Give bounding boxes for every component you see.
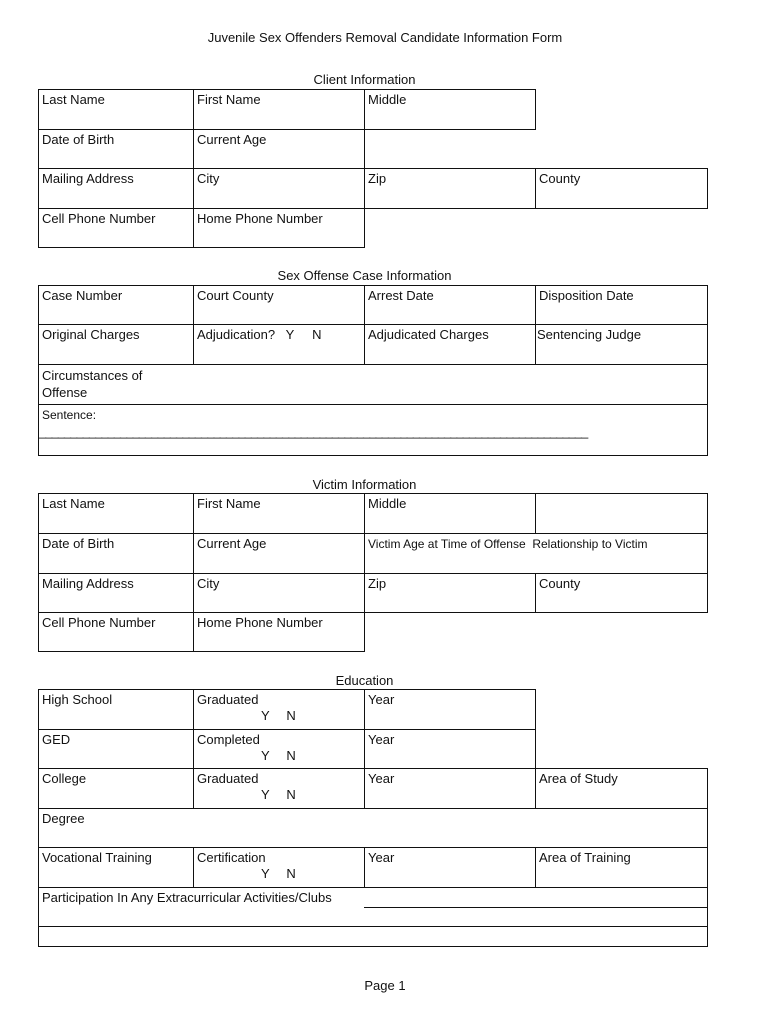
victim-current-age-field[interactable]: Current Age xyxy=(193,533,365,574)
certification-yn: Y N xyxy=(261,866,297,881)
graduated-yn: Y N xyxy=(261,708,297,723)
page-number: Page 1 xyxy=(364,978,406,993)
adjudication-field[interactable]: Adjudication? Y N xyxy=(193,324,365,365)
ged-field[interactable]: GED xyxy=(38,729,194,769)
sentence-underline: ________________________________________________________________________________________ xyxy=(39,424,588,439)
victim-cell-phone-field[interactable]: Cell Phone Number xyxy=(38,612,194,652)
form-title: Juvenile Sex Offenders Removal Candidate Information Form xyxy=(207,30,563,45)
court-county-field[interactable]: Court County xyxy=(193,285,365,325)
extracurricular-label: Participation In Any Extracurricular Activities/Clubs xyxy=(42,890,332,905)
education-section-title: Education xyxy=(335,673,394,688)
victim-age-at-offense-label: Victim Age at Time of Offense xyxy=(368,537,526,551)
client-section-title: Client Information xyxy=(313,72,416,87)
arrest-date-field[interactable]: Arrest Date xyxy=(364,285,536,325)
client-home-phone-field[interactable]: Home Phone Number xyxy=(193,208,365,248)
disposition-date-field[interactable]: Disposition Date xyxy=(535,285,708,325)
completed-yn: Y N xyxy=(261,748,297,763)
extracurricular-line-1 xyxy=(364,907,708,908)
victim-zip-field[interactable]: Zip xyxy=(364,573,536,613)
graduated-label: Graduated xyxy=(197,692,259,707)
victim-middle-field[interactable]: Middle xyxy=(364,493,536,534)
client-zip-field[interactable]: Zip xyxy=(364,168,536,209)
victim-mailing-address-field[interactable]: Mailing Address xyxy=(38,573,194,613)
high-school-field[interactable]: High School xyxy=(38,689,194,730)
victim-section-title: Victim Information xyxy=(312,477,417,492)
high-school-year-field[interactable]: Year xyxy=(364,689,536,730)
sentencing-judge-field[interactable]: Sentencing Judge xyxy=(535,324,708,365)
victim-first-name-field[interactable]: First Name xyxy=(193,493,365,534)
case-section-title: Sex Offense Case Information xyxy=(277,268,452,283)
client-dob-field[interactable]: Date of Birth xyxy=(38,129,194,169)
area-of-training-field[interactable]: Area of Training xyxy=(535,847,708,888)
sentence-box[interactable] xyxy=(38,404,708,456)
college-graduated-field[interactable] xyxy=(193,768,365,809)
vocational-year-field[interactable]: Year xyxy=(364,847,536,888)
client-mailing-address-field[interactable]: Mailing Address xyxy=(38,168,194,209)
client-first-name-field[interactable]: First Name xyxy=(193,89,365,130)
victim-dob-field[interactable]: Date of Birth xyxy=(38,533,194,574)
high-school-graduated-field[interactable] xyxy=(193,689,365,730)
completed-label: Completed xyxy=(197,732,260,747)
original-charges-field[interactable]: Original Charges xyxy=(38,324,194,365)
victim-extra-field[interactable] xyxy=(535,493,708,534)
extracurricular-box[interactable] xyxy=(38,887,708,947)
victim-home-phone-field[interactable]: Home Phone Number xyxy=(193,612,365,652)
victim-last-name-field[interactable]: Last Name xyxy=(38,493,194,534)
case-number-field[interactable]: Case Number xyxy=(38,285,194,325)
ged-completed-field[interactable] xyxy=(193,729,365,769)
ged-year-field[interactable]: Year xyxy=(364,729,536,769)
area-of-study-field[interactable]: Area of Study xyxy=(535,768,708,809)
college-year-field[interactable]: Year xyxy=(364,768,536,809)
client-last-name-field[interactable]: Last Name xyxy=(38,89,194,130)
circumstances-field[interactable]: Circumstances of Offense xyxy=(38,364,708,405)
client-cell-phone-field[interactable]: Cell Phone Number xyxy=(38,208,194,248)
adjudicated-charges-field[interactable]: Adjudicated Charges xyxy=(364,324,536,365)
client-county-field[interactable]: County xyxy=(535,168,708,209)
sentence-label: Sentence: xyxy=(42,408,97,422)
college-graduated-yn: Y N xyxy=(261,787,297,802)
relationship-to-victim-label: Relationship to Victim xyxy=(532,537,648,551)
victim-age-relationship-field[interactable] xyxy=(364,533,708,574)
victim-city-field[interactable]: City xyxy=(193,573,365,613)
college-graduated-label: Graduated xyxy=(197,771,259,786)
college-field[interactable]: College xyxy=(38,768,194,809)
vocational-training-field[interactable]: Vocational Training xyxy=(38,847,194,888)
client-middle-field[interactable]: Middle xyxy=(364,89,536,130)
certification-field[interactable] xyxy=(193,847,365,888)
victim-county-field[interactable]: County xyxy=(535,573,708,613)
client-current-age-field[interactable]: Current Age xyxy=(193,129,365,169)
degree-field[interactable]: Degree xyxy=(38,808,708,848)
extracurricular-line-2 xyxy=(38,926,708,927)
certification-label: Certification xyxy=(197,850,266,865)
client-city-field[interactable]: City xyxy=(193,168,365,209)
